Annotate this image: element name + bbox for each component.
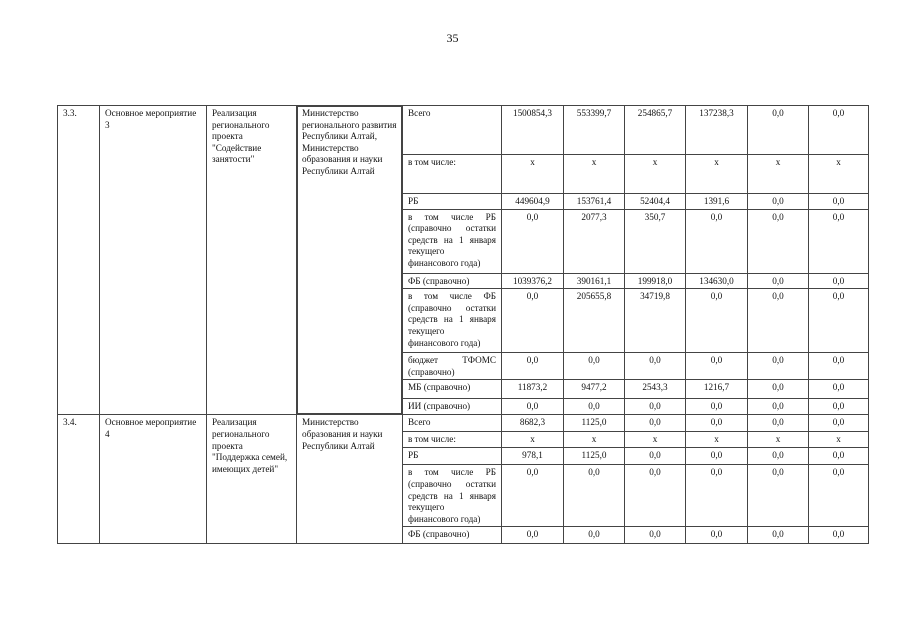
- event-name: Основное мероприятие 4: [100, 415, 207, 544]
- funding-source: в том числе РБ (справочно остатки средств на 1 января текущего финансового года): [403, 209, 502, 273]
- amount-cell: 0,0: [809, 527, 869, 544]
- amount-cell: 0,0: [809, 289, 869, 353]
- amount-cell: 34719,8: [625, 289, 686, 353]
- amount-cell: 0,0: [625, 415, 686, 432]
- amount-cell: 0,0: [809, 194, 869, 210]
- amount-cell: 205655,8: [564, 289, 625, 353]
- amount-cell: 153761,4: [564, 194, 625, 210]
- responsible-executor: Министерство регионального развития Республики Алтай, Министерство образования и науки Республики Алтай: [297, 106, 403, 415]
- funding-source: Всего: [403, 415, 502, 432]
- amount-cell: 0,0: [686, 209, 748, 273]
- amount-cell: 0,0: [809, 209, 869, 273]
- amount-cell: 2077,3: [564, 209, 625, 273]
- amount-cell: х: [748, 155, 809, 194]
- amount-cell: 1391,6: [686, 194, 748, 210]
- amount-cell: х: [809, 155, 869, 194]
- amount-cell: 1125,0: [564, 448, 625, 465]
- amount-cell: 0,0: [809, 353, 869, 380]
- amount-cell: 0,0: [809, 106, 869, 155]
- amount-cell: 0,0: [625, 448, 686, 465]
- funding-source: Всего: [403, 106, 502, 155]
- amount-cell: 0,0: [748, 415, 809, 432]
- amount-cell: 0,0: [502, 527, 564, 544]
- amount-cell: 9477,2: [564, 380, 625, 399]
- amount-cell: 0,0: [686, 289, 748, 353]
- funding-source: в том числе:: [403, 155, 502, 194]
- amount-cell: 0,0: [502, 399, 564, 415]
- amount-cell: 553399,7: [564, 106, 625, 155]
- amount-cell: 0,0: [748, 106, 809, 155]
- amount-cell: 978,1: [502, 448, 564, 465]
- amount-cell: 0,0: [564, 353, 625, 380]
- amount-cell: х: [502, 155, 564, 194]
- project-name: Реализация регионального проекта "Содействие занятости": [207, 106, 297, 415]
- amount-cell: 0,0: [748, 465, 809, 527]
- responsible-executor: Министерство образования и науки Республики Алтай: [297, 415, 403, 544]
- amount-cell: 1125,0: [564, 415, 625, 432]
- amount-cell: х: [809, 432, 869, 448]
- amount-cell: 0,0: [502, 353, 564, 380]
- table-row: [58, 415, 869, 432]
- amount-cell: 134630,0: [686, 273, 748, 289]
- amount-cell: х: [625, 155, 686, 194]
- amount-cell: 0,0: [748, 273, 809, 289]
- amount-cell: 0,0: [809, 273, 869, 289]
- amount-cell: 0,0: [748, 448, 809, 465]
- amount-cell: 0,0: [748, 209, 809, 273]
- amount-cell: 0,0: [564, 527, 625, 544]
- page-number: 35: [446, 31, 459, 45]
- amount-cell: х: [564, 432, 625, 448]
- project-name: Реализация регионального проекта "Поддержка семей, имеющих детей": [207, 415, 297, 544]
- amount-cell: 0,0: [748, 527, 809, 544]
- row-code: 3.4.: [58, 415, 100, 544]
- table-row: [58, 106, 869, 155]
- funding-source: в том числе ФБ (справочно остатки средств на 1 января текущего финансового года): [403, 289, 502, 353]
- amount-cell: 0,0: [748, 380, 809, 399]
- amount-cell: х: [502, 432, 564, 448]
- amount-cell: 0,0: [625, 353, 686, 380]
- amount-cell: 390161,1: [564, 273, 625, 289]
- amount-cell: 1039376,2: [502, 273, 564, 289]
- amount-cell: 0,0: [686, 448, 748, 465]
- amount-cell: 0,0: [809, 415, 869, 432]
- row-code: 3.3.: [58, 106, 100, 415]
- amount-cell: х: [564, 155, 625, 194]
- amount-cell: 137238,3: [686, 106, 748, 155]
- amount-cell: 0,0: [748, 353, 809, 380]
- amount-cell: 2543,3: [625, 380, 686, 399]
- amount-cell: 0,0: [686, 399, 748, 415]
- amount-cell: 199918,0: [625, 273, 686, 289]
- amount-cell: 0,0: [748, 399, 809, 415]
- funding-source: МБ (справочно): [403, 380, 502, 399]
- amount-cell: 0,0: [748, 289, 809, 353]
- amount-cell: 0,0: [502, 289, 564, 353]
- amount-cell: х: [748, 432, 809, 448]
- amount-cell: 0,0: [686, 415, 748, 432]
- amount-cell: 0,0: [502, 465, 564, 527]
- amount-cell: х: [625, 432, 686, 448]
- amount-cell: 1500854,3: [502, 106, 564, 155]
- amount-cell: 0,0: [625, 399, 686, 415]
- amount-cell: 0,0: [564, 399, 625, 415]
- amount-cell: 449604,9: [502, 194, 564, 210]
- amount-cell: 0,0: [809, 448, 869, 465]
- amount-cell: 0,0: [686, 527, 748, 544]
- amount-cell: 0,0: [686, 465, 748, 527]
- amount-cell: 0,0: [686, 353, 748, 380]
- amount-cell: 52404,4: [625, 194, 686, 210]
- funding-source: в том числе:: [403, 432, 502, 448]
- funding-source: в том числе РБ (справочно остатки средств на 1 января текущего финансового года): [403, 465, 502, 527]
- amount-cell: 254865,7: [625, 106, 686, 155]
- amount-cell: х: [686, 432, 748, 448]
- amount-cell: 8682,3: [502, 415, 564, 432]
- amount-cell: 0,0: [748, 194, 809, 210]
- funding-source: ФБ (справочно): [403, 273, 502, 289]
- amount-cell: 0,0: [502, 209, 564, 273]
- amount-cell: 0,0: [625, 465, 686, 527]
- funding-source: бюджет ТФОМС (справочно): [403, 353, 502, 380]
- amount-cell: 1216,7: [686, 380, 748, 399]
- amount-cell: 0,0: [809, 399, 869, 415]
- amount-cell: 0,0: [809, 465, 869, 527]
- amount-cell: 0,0: [564, 465, 625, 527]
- event-name: Основное мероприятие 3: [100, 106, 207, 415]
- amount-cell: 0,0: [625, 527, 686, 544]
- funding-source: ФБ (справочно): [403, 527, 502, 544]
- funding-table: [57, 105, 869, 544]
- amount-cell: 350,7: [625, 209, 686, 273]
- amount-cell: 11873,2: [502, 380, 564, 399]
- funding-source: РБ: [403, 194, 502, 210]
- funding-source: ИИ (справочно): [403, 399, 502, 415]
- amount-cell: х: [686, 155, 748, 194]
- amount-cell: 0,0: [809, 380, 869, 399]
- funding-source: РБ: [403, 448, 502, 465]
